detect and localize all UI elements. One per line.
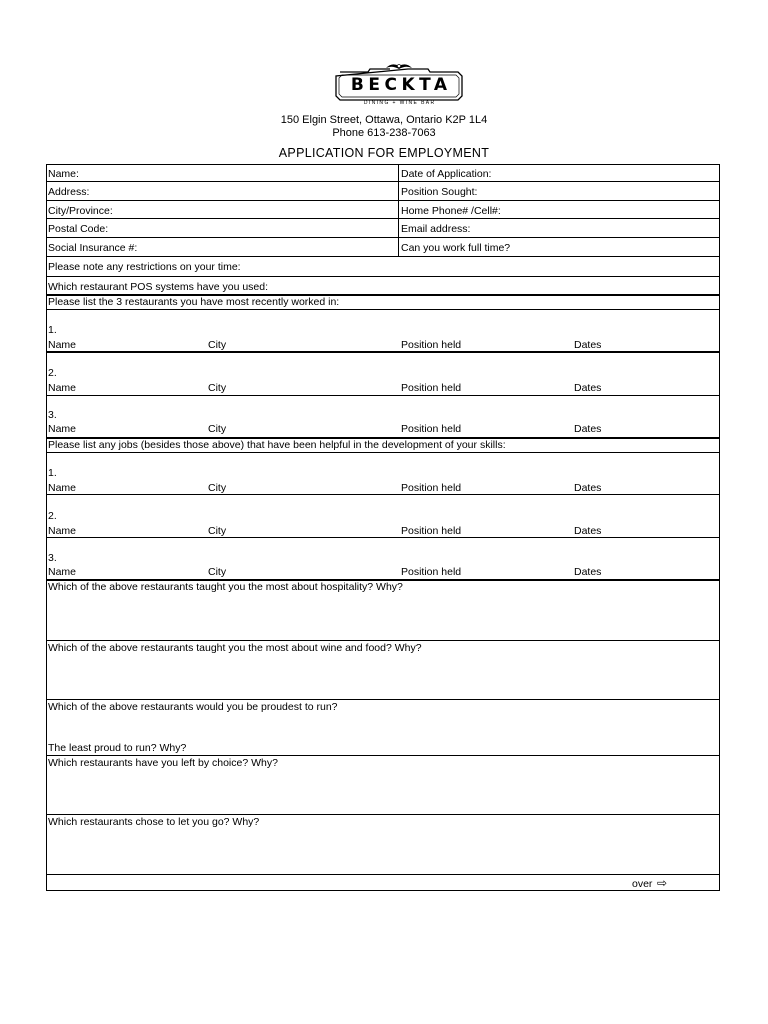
row-divider	[46, 640, 720, 641]
home-phone-label: Home Phone# /Cell#:	[401, 205, 501, 217]
column-position-label: Position held	[401, 566, 462, 578]
column-city-label: City	[208, 339, 227, 351]
row-divider	[46, 494, 720, 495]
form-border	[46, 164, 720, 891]
over-label: over	[632, 878, 653, 890]
row-divider	[46, 874, 720, 875]
restrictions-label: Please note any restrictions on your time:	[48, 261, 241, 273]
application-form	[46, 164, 720, 891]
full-time-label: Can you work full time?	[401, 242, 511, 254]
recent-entry-number: 3.	[48, 409, 57, 421]
column-name-label: Name	[48, 566, 77, 578]
column-dates-label: Dates	[574, 423, 602, 435]
row-divider	[46, 699, 720, 700]
recent-restaurants-heading: Please list the 3 restaurants you have most recently worked in:	[48, 296, 340, 308]
column-city-label: City	[208, 382, 227, 394]
column-name-label: Name	[48, 525, 77, 537]
other-job-entry-number: 3.	[48, 552, 57, 564]
row-divider	[46, 276, 720, 277]
column-dates-label: Dates	[574, 382, 602, 394]
phone-number: Phone 613-238-7063	[332, 127, 436, 139]
row-divider	[46, 200, 720, 201]
other-job-entry-number: 1.	[48, 467, 57, 479]
street-address: 150 Elgin Street, Ottawa, Ontario K2P 1L4	[280, 114, 488, 126]
hospitality-question: Which of the above restaurants taught you the most about hospitality? Why?	[48, 581, 403, 593]
email-address-label: Email address:	[401, 223, 471, 235]
row-divider	[46, 256, 720, 257]
logo-wordmark: BECKTA	[350, 75, 452, 95]
left-by-choice-question: Which restaurants have you left by choice? Why?	[48, 757, 278, 769]
row-divider	[46, 181, 720, 182]
row-divider	[46, 452, 720, 453]
column-position-label: Position held	[401, 525, 462, 537]
row-divider	[46, 537, 720, 538]
column-dates-label: Dates	[574, 525, 602, 537]
column-name-label: Name	[48, 482, 77, 494]
column-position-label: Position held	[401, 382, 462, 394]
proudest-question: Which of the above restaurants would you be proudest to run?	[48, 701, 338, 713]
right-arrow-icon: ⇨	[657, 876, 668, 890]
other-job-entry-number: 2.	[48, 510, 57, 522]
column-name-label: Name	[48, 382, 77, 394]
column-dates-label: Dates	[574, 482, 602, 494]
recent-entry-number: 1.	[48, 324, 57, 336]
recent-entry-number: 2.	[48, 367, 57, 379]
wine-food-question: Which of the above restaurants taught you the most about wine and food? Why?	[48, 642, 422, 654]
pos-systems-label: Which restaurant POS systems have you used:	[48, 281, 269, 293]
row-divider	[46, 237, 720, 238]
column-position-label: Position held	[401, 423, 462, 435]
column-name-label: Name	[48, 423, 77, 435]
date-of-application-label: Date of Application:	[401, 168, 492, 180]
row-divider	[46, 218, 720, 219]
address-label: Address:	[48, 186, 90, 198]
logo-tagline: DINING + WINE BAR	[363, 100, 436, 106]
let-go-question: Which restaurants chose to let you go? Why?	[48, 816, 260, 828]
section-divider	[46, 351, 720, 353]
name-label: Name:	[48, 168, 79, 180]
column-position-label: Position held	[401, 339, 462, 351]
position-sought-label: Position Sought:	[401, 186, 478, 198]
column-city-label: City	[208, 566, 227, 578]
postal-code-label: Postal Code:	[48, 223, 109, 235]
social-insurance-label: Social Insurance #:	[48, 242, 138, 254]
column-position-label: Position held	[401, 482, 462, 494]
row-divider	[46, 755, 720, 756]
form-title: APPLICATION FOR EMPLOYMENT	[278, 146, 490, 160]
column-city-label: City	[208, 525, 227, 537]
other-jobs-heading: Please list any jobs (besides those above) that have been helpful in the development of your skills:	[48, 439, 506, 451]
least-proud-question: The least proud to run? Why?	[48, 742, 187, 754]
column-dates-label: Dates	[574, 339, 602, 351]
row-divider	[46, 395, 720, 396]
column-city-label: City	[208, 482, 227, 494]
column-city-label: City	[208, 423, 227, 435]
column-divider	[398, 164, 399, 256]
column-dates-label: Dates	[574, 566, 602, 578]
city-province-label: City/Province:	[48, 205, 113, 217]
row-divider	[46, 814, 720, 815]
row-divider	[46, 309, 720, 310]
beckta-logo	[334, 60, 464, 114]
column-name-label: Name	[48, 339, 77, 351]
